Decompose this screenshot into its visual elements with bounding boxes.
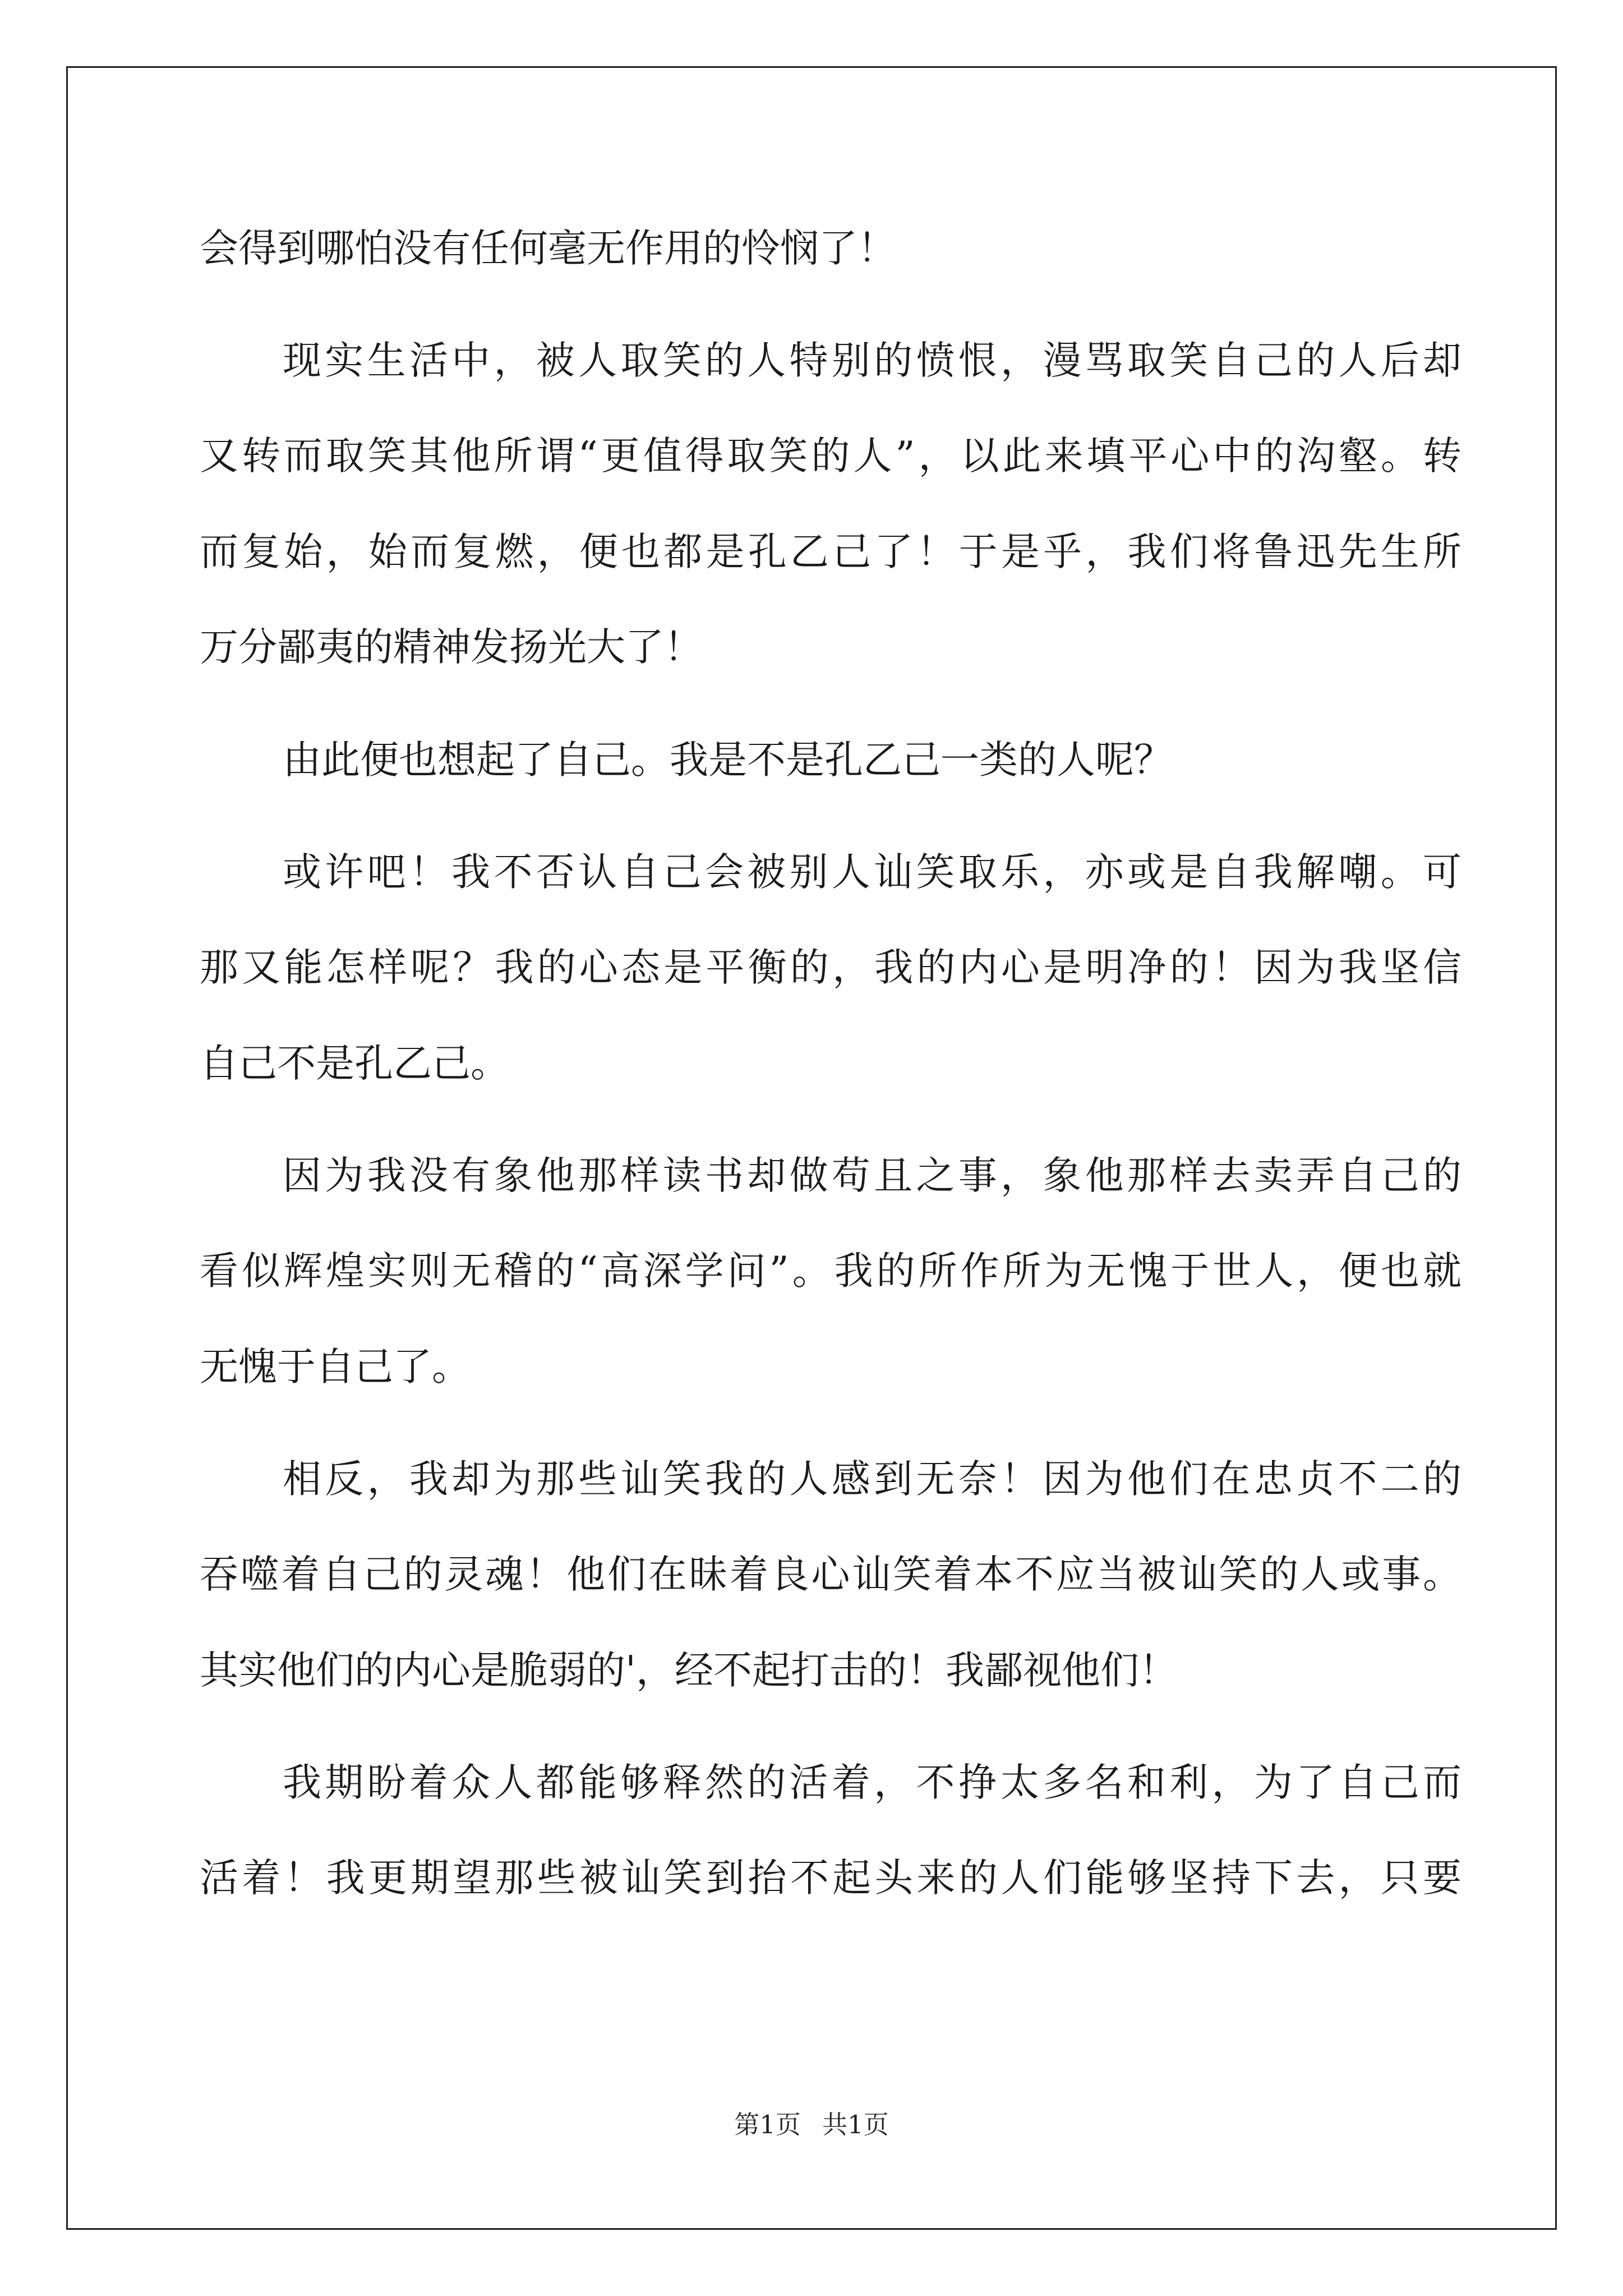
text-line: 看似辉煌实则无稽的“高深学问”。我的所作所为无愧于世人，便也就 [200,1249,1461,1294]
text-line: 由此便也想起了自己。我是不是孔乙己一类的人呢？ [283,738,1173,783]
text-line: 因为我没有象他那样读书却做苟且之事，象他那样去卖弄自己的 [283,1153,1461,1198]
text-line: 或许吧！我不否认自己会被别人讪笑取乐，亦或是自我解嘲。可 [283,850,1461,895]
text-line: 自己不是孔乙己。 [200,1041,509,1086]
text-line: 万分鄙夷的精神发扬光大了！ [200,625,703,670]
text-line: 会得到哪怕没有任何毫无作用的怜悯了！ [200,226,896,271]
text-line: 而复始，始而复燃，便也都是孔乙己了！于是乎，我们将鲁迅先生所 [200,530,1461,574]
text-line: 吞噬着自己的灵魂！他们在昧着良心讪笑着本不应当被讪笑的人或事。 [200,1552,1461,1597]
page-footer [0,2108,1623,2142]
text-line: 活着！我更期望那些被讪笑到抬不起头来的人们能够坚持下去，只要 [200,1856,1461,1901]
page-total: 共1页 [822,2110,889,2139]
page-number: 第1页 [734,2110,801,2139]
text-line: 又转而取笑其他所谓“更值得取笑的人”，以此来填平心中的沟壑。转 [200,434,1461,478]
text-line: 那又能怎样呢？我的心态是平衡的，我的内心是明净的！因为我坚信 [200,945,1461,990]
text-line: 无愧于自己了。 [200,1345,471,1389]
text-line: 相反，我却为那些讪笑我的人感到无奈！因为他们在忠贞不二的 [283,1457,1461,1502]
text-line: 我期盼着众人都能够释然的活着，不挣太多名和利，为了自己而 [283,1760,1461,1805]
text-line: 现实生活中，被人取笑的人特别的愤恨，漫骂取笑自己的人后却 [283,338,1461,383]
text-line: 其实他们的内心是脆弱的'，经不起打击的！我鄙视他们！ [200,1648,1178,1693]
